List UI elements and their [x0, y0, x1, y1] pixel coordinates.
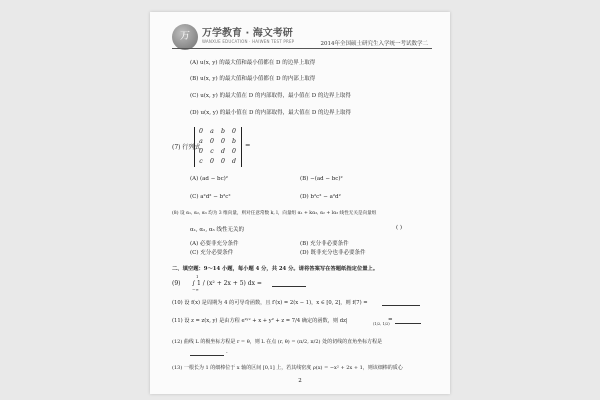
q7-equals: = — [245, 141, 251, 149]
q6-option-d: (D) u(x, y) 的最小值在 D 的内部取得，最大值在 D 的边界上取得 — [190, 110, 352, 116]
logo-title: 万学教育 · 海文考研 — [202, 28, 293, 39]
matrix-cell: b — [232, 138, 236, 145]
q9-lower-limit: −∞ — [192, 287, 199, 292]
page-number: 2 — [298, 378, 302, 384]
document-page — [150, 12, 450, 394]
header-divider — [172, 48, 432, 49]
q8-option-b: (B) 充分非必要条件 — [300, 241, 349, 247]
q9-label: (9) — [172, 280, 181, 287]
q8-option-a: (A) 必要非充分条件 — [190, 241, 239, 247]
q7-option-d: (D) b²c² − a²d² — [300, 194, 341, 200]
q9-upper-limit: 1 — [196, 274, 199, 279]
matrix-cell: 0 — [232, 148, 236, 155]
matrix-cell: 0 — [210, 158, 214, 165]
q12-period: . — [226, 349, 228, 355]
q10-answer-blank[interactable] — [382, 299, 420, 306]
logo-badge-icon: 万 — [172, 24, 198, 50]
matrix-cell: d — [232, 158, 236, 165]
q11-text: (11) 设 z = z(x, y) 是由方程 e²ʸᶻ + x + y² + z = 7/4 确定的函数，则 dz| — [172, 318, 348, 324]
q7-option-b: (B) −(ad − bc)² — [300, 176, 343, 182]
section-title: 二、填空题：9～14 小题，每小题 4 分，共 24 分。请将答案写在答题纸指定位置上。 — [172, 266, 379, 272]
q7-determinant — [194, 127, 242, 167]
matrix-cell: 0 — [221, 158, 225, 165]
q8-option-d: (D) 既非充分也非必要条件 — [300, 250, 366, 256]
matrix-cell: d — [221, 148, 225, 155]
q8-text-line1: (8) 设 α₁, α₂, α₃ 均为 3 维向量，则对任意常数 k, l，向量组 α₁ + kα₃, α₂ + lα₃ 线性无关是向量组 — [172, 211, 377, 216]
determinant-right-bar — [241, 127, 242, 167]
q8-text-line2: α₁, α₂, α₃ 线性无关的 — [190, 227, 244, 233]
q6-option-c: (C) u(x, y) 的最大值在 D 的内部取得，最小值在 D 的边界上取得 — [190, 93, 351, 99]
brand-logo — [172, 22, 295, 56]
q7-prefix: (7) 行列式 — [172, 144, 201, 151]
matrix-cell: b — [221, 128, 225, 135]
q13-text: (13) 一根长为 1 的细棒位于 x 轴的区间 [0,1] 上，若其线密度 ρ(x) = −x² + 2x + 1，则该细棒的质心 — [172, 365, 403, 371]
matrix-cell: 0 — [199, 128, 203, 135]
q10-text: (10) 设 f(x) 是周期为 4 的可导奇函数，且 f′(x) = 2(x − 1)，x ∈ [0, 2]，则 f(7) = — [172, 300, 368, 306]
q11-equals: = — [388, 317, 393, 323]
q11-eval-point: (1/2, 1/2) — [373, 322, 390, 326]
q9-answer-blank[interactable] — [272, 280, 306, 287]
q7-option-a: (A) (ad − bc)² — [190, 176, 229, 182]
logo-subtitle: WANXUE EDUCATION · HAIWEN TEST PREP — [202, 39, 295, 44]
matrix-cell: 0 — [232, 128, 236, 135]
q6-option-b: (B) u(x, y) 的最大值和最小值都在 D 的内部上取得 — [190, 76, 316, 82]
matrix-cell: a — [210, 128, 214, 135]
matrix-cell: 0 — [221, 138, 225, 145]
matrix-cell: c — [210, 148, 214, 155]
q6-option-a: (A) u(x, y) 的最大值和最小值都在 D 的边界上取得 — [190, 60, 316, 66]
matrix-cell: a — [199, 138, 203, 145]
determinant-left-bar — [194, 127, 195, 167]
exam-title: 2014年全国硕士研究生入学统一考试数学二 — [320, 41, 428, 47]
q8-answer-paren: ( ) — [396, 225, 403, 231]
q12-text-line1: (12) 曲线 L 的极坐标方程是 r = θ，则 L 在点 (r, θ) = (π/2, π/2) 处的切线的直角坐标方程是 — [172, 339, 383, 345]
matrix-cell: 0 — [199, 148, 203, 155]
matrix-cell: c — [199, 158, 203, 165]
q12-answer-blank[interactable] — [190, 349, 224, 356]
q7-option-c: (C) a²d² − b²c² — [190, 194, 231, 200]
q11-answer-blank[interactable] — [395, 317, 421, 324]
q9-integral: ∫ 1 / (x² + 2x + 5) dx = — [192, 280, 262, 287]
matrix-cell: 0 — [210, 138, 214, 145]
q8-option-c: (C) 充分必要条件 — [190, 250, 234, 256]
